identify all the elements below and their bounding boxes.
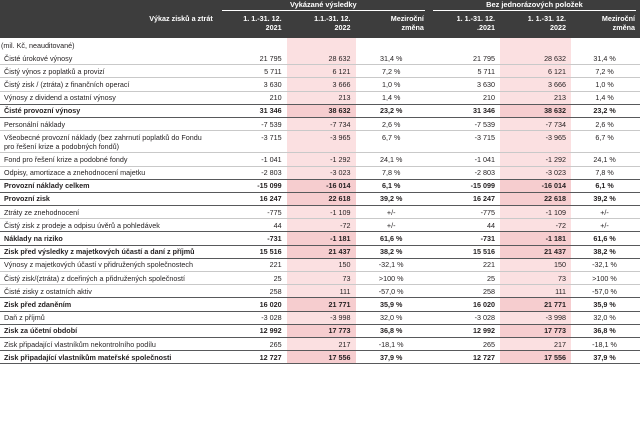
cell-reported-change: 31,4 % <box>379 53 403 63</box>
group-header-spacer <box>0 0 218 12</box>
cell-adjusted-2022: -16 014 <box>500 179 571 192</box>
cell-adjusted-2022: -1 181 <box>500 232 571 245</box>
cell-reported-2021: 15 516 <box>218 245 287 258</box>
cell-reported-2021: 25 <box>218 272 287 285</box>
cell-adjusted-change: 7,8 % <box>571 166 640 179</box>
cell-adjusted-2022: -72 <box>500 219 571 232</box>
row-label: Čisté provozní výnosy <box>0 104 218 117</box>
col-head-line1: 1.1.-31. 12. <box>314 14 351 23</box>
row-label: Zisk za účetní období <box>0 324 218 337</box>
row-label: Zisk před zdaněním <box>0 298 218 311</box>
cell-reported-change: 38,2 % <box>356 245 429 258</box>
row-label: Čistý zisk / (ztráta) z finančních operací <box>0 78 218 91</box>
cell-reported-2021: 258 <box>218 285 287 298</box>
cell-reported-2022: 38 632 <box>287 104 356 117</box>
column-header-reported-2022 <box>287 12 356 38</box>
cell-adjusted-change: -18,1 % <box>592 339 617 349</box>
units-spacer-3 <box>356 38 429 52</box>
col-head-line1: 1. 1.-31. 12. <box>527 14 567 23</box>
col-head-line2: 2022 <box>334 22 351 32</box>
cell-reported-change: 24,1 % <box>356 153 429 166</box>
table-row <box>0 285 640 298</box>
table-row <box>0 166 640 179</box>
cell-adjusted-2021: -731 <box>429 232 500 245</box>
table-row <box>0 117 640 130</box>
cell-reported-change: 2,6 % <box>381 119 401 129</box>
cell-adjusted-2021: 265 <box>482 339 495 349</box>
table-row <box>0 324 640 337</box>
units-spacer-5 <box>500 38 571 52</box>
cell-reported-change: 6,7 % <box>356 131 429 153</box>
table-header <box>0 0 640 52</box>
cell-adjusted-2022: 217 <box>500 337 571 350</box>
cell-adjusted-2021: 12 727 <box>429 351 500 364</box>
cell-adjusted-change: 31,4 % <box>593 53 616 63</box>
units-spacer-1 <box>218 38 287 52</box>
row-label: Výnosy z majetkových účastí v přidružených společnostech <box>4 260 193 270</box>
row-label: Čisté úrokové výnosy <box>4 53 73 63</box>
row-label: Odpisy, amortizace a znehodnocení majetku <box>0 166 218 179</box>
cell-adjusted-change: 38,2 % <box>571 245 640 258</box>
cell-adjusted-2022: 17 556 <box>500 351 571 364</box>
cell-adjusted-2021: -3 715 <box>429 131 500 153</box>
cell-adjusted-2022: -1 292 <box>500 153 571 166</box>
cell-reported-2021: 12 992 <box>218 324 287 337</box>
group-header-adjusted <box>429 0 640 12</box>
cell-reported-2022: -16 014 <box>287 179 356 192</box>
cell-adjusted-2022: 38 632 <box>500 104 571 117</box>
table-row <box>0 337 640 350</box>
table-row <box>0 351 640 364</box>
table-row <box>0 131 640 153</box>
units-spacer-6 <box>571 38 640 52</box>
group-header-reported-label: Vykázané výsledky <box>222 0 425 11</box>
row-label: Čistý výnos z poplatků a provizí <box>0 65 218 78</box>
cell-adjusted-2021: 15 516 <box>429 245 500 258</box>
row-label: Personální náklady <box>4 119 66 129</box>
cell-reported-2021: -3 715 <box>218 131 287 153</box>
row-label: Výnosy z dividend a ostatní výnosy <box>0 91 218 104</box>
cell-reported-2022: 213 <box>287 91 356 104</box>
cell-adjusted-change: 36,8 % <box>571 324 640 337</box>
column-header-row <box>0 12 640 38</box>
table-row <box>0 153 640 166</box>
cell-reported-2022: 28 632 <box>287 52 356 65</box>
cell-adjusted-2021: 258 <box>429 285 500 298</box>
cell-reported-2022: 17 773 <box>287 324 356 337</box>
cell-reported-2022: 111 <box>287 285 356 298</box>
cell-adjusted-change: 32,0 % <box>593 313 616 323</box>
table-row <box>0 245 640 258</box>
cell-adjusted-2022: 21 437 <box>500 245 571 258</box>
cell-adjusted-2022: -1 109 <box>500 206 571 219</box>
col-head-line1: 1. 1.-31. 12. <box>243 14 282 23</box>
table-row <box>0 206 640 219</box>
row-label: Čisté zisky z ostatních aktiv <box>0 285 218 298</box>
cell-adjusted-change: 61,6 % <box>571 232 640 245</box>
cell-adjusted-2021: 16 247 <box>429 192 500 205</box>
cell-adjusted-2021: 25 <box>429 272 500 285</box>
table-row <box>0 219 640 232</box>
cell-reported-change: +/- <box>386 207 396 217</box>
cell-adjusted-2021: -775 <box>480 207 495 217</box>
col-head-line2: 2021 <box>265 22 282 32</box>
cell-reported-2021: -7 539 <box>261 119 282 129</box>
table-row <box>0 179 640 192</box>
cell-adjusted-2021: 12 992 <box>429 324 500 337</box>
row-label: Provozní náklady celkem <box>0 179 218 192</box>
cell-adjusted-2022: 150 <box>500 258 571 271</box>
cell-reported-2022: -3 998 <box>287 311 356 324</box>
cell-adjusted-change: 37,9 % <box>571 351 640 364</box>
cell-reported-2022: -72 <box>287 219 356 232</box>
table-row <box>0 91 640 104</box>
cell-adjusted-change: 6,7 % <box>571 131 640 153</box>
table-row <box>0 298 640 311</box>
cell-reported-change: 23,2 % <box>356 104 429 117</box>
cell-adjusted-change: 39,2 % <box>571 192 640 205</box>
cell-reported-2022: -3 965 <box>287 131 356 153</box>
cell-adjusted-change: +/- <box>600 207 609 217</box>
cell-reported-2021: 221 <box>269 260 282 270</box>
cell-adjusted-change: 2,6 % <box>595 119 614 129</box>
table-row <box>0 52 640 65</box>
cell-reported-2022: 217 <box>287 337 356 350</box>
row-label: Zisk před výsledky z majetkových účastí a daní z příjmů <box>0 245 218 258</box>
cell-reported-2021: 210 <box>218 91 287 104</box>
cell-adjusted-2021: 3 630 <box>429 78 500 91</box>
cell-adjusted-2022: 3 666 <box>500 78 571 91</box>
col-head-line1: Meziroční <box>601 14 635 23</box>
cell-adjusted-2021: 5 711 <box>429 65 500 78</box>
cell-reported-2022: 73 <box>287 272 356 285</box>
cell-reported-2021: 31 346 <box>218 104 287 117</box>
cell-reported-2022: 21 437 <box>287 245 356 258</box>
table-row <box>0 65 640 78</box>
cell-reported-change: 7,2 % <box>356 65 429 78</box>
cell-reported-change: 61,6 % <box>356 232 429 245</box>
cell-reported-2021: -15 099 <box>218 179 287 192</box>
cell-reported-2022: -7 734 <box>287 117 356 130</box>
cell-reported-2022: -3 023 <box>287 166 356 179</box>
cell-reported-2021: 5 711 <box>218 65 287 78</box>
column-header-reported-change <box>356 12 429 38</box>
cell-adjusted-change: 6,1 % <box>571 179 640 192</box>
cell-adjusted-2022: 28 632 <box>500 52 571 65</box>
cell-adjusted-change: -57,0 % <box>571 285 640 298</box>
cell-reported-change: 39,2 % <box>356 192 429 205</box>
group-header-reported <box>218 0 429 12</box>
table-row <box>0 232 640 245</box>
cell-reported-2021: -775 <box>267 207 282 217</box>
cell-reported-2021: 3 630 <box>218 78 287 91</box>
cell-reported-change: 35,9 % <box>356 298 429 311</box>
column-header-reported-2021 <box>218 12 287 38</box>
cell-reported-2022: 21 771 <box>287 298 356 311</box>
table-body <box>0 52 640 364</box>
column-header-adjusted-2021 <box>429 12 500 38</box>
cell-adjusted-change: 7,2 % <box>571 65 640 78</box>
row-label: Zisk připadající vlastníkům mateřské společnosti <box>0 351 218 364</box>
table-row <box>0 192 640 205</box>
cell-adjusted-change: 24,1 % <box>571 153 640 166</box>
cell-reported-change: -32,1 % <box>378 260 404 270</box>
cell-reported-2022: -1 292 <box>287 153 356 166</box>
cell-adjusted-2022: 73 <box>500 272 571 285</box>
cell-adjusted-2022: -3 023 <box>500 166 571 179</box>
cell-reported-change: -18,1 % <box>378 339 404 349</box>
cell-reported-2021: 16 247 <box>218 192 287 205</box>
cell-adjusted-2022: 213 <box>500 91 571 104</box>
col-head-line2: 2022 <box>550 22 567 32</box>
cell-adjusted-2021: 221 <box>482 260 495 270</box>
cell-reported-2022: 6 121 <box>287 65 356 78</box>
cell-adjusted-2022: -3 965 <box>500 131 571 153</box>
cell-reported-2022: -1 181 <box>287 232 356 245</box>
cell-adjusted-change: 35,9 % <box>571 298 640 311</box>
units-label: (mil. Kč, neauditované) <box>1 40 75 50</box>
cell-adjusted-2021: 21 795 <box>472 53 495 63</box>
cell-adjusted-2021: -1 041 <box>429 153 500 166</box>
cell-reported-2021: -3 028 <box>261 313 282 323</box>
table-row <box>0 104 640 117</box>
cell-adjusted-change: >100 % <box>571 272 640 285</box>
col-head-line2: změna <box>612 22 635 32</box>
col-head-line1: Meziroční <box>390 14 424 23</box>
row-label: Provozní zisk <box>0 192 218 205</box>
cell-reported-2021: 44 <box>218 219 287 232</box>
cell-adjusted-change: 23,2 % <box>571 104 640 117</box>
table-row <box>0 258 640 271</box>
row-label: Zisk připadající vlastníkům nekontrolního podílu <box>4 339 156 349</box>
cell-reported-2022: 17 556 <box>287 351 356 364</box>
row-label: Daň z příjmů <box>4 313 45 323</box>
cell-reported-2022: -1 109 <box>287 206 356 219</box>
column-header-adjusted-2022 <box>500 12 571 38</box>
cell-reported-2021: 265 <box>269 339 282 349</box>
cell-reported-change: >100 % <box>356 272 429 285</box>
cell-adjusted-2022: -7 734 <box>500 117 571 130</box>
cell-reported-change: 1,0 % <box>356 78 429 91</box>
row-label: Fond pro řešení krize a podobné fondy <box>0 153 218 166</box>
cell-reported-2022: 22 618 <box>287 192 356 205</box>
cell-reported-2021: -2 803 <box>218 166 287 179</box>
cell-adjusted-2022: 17 773 <box>500 324 571 337</box>
cell-reported-2021: -1 041 <box>218 153 287 166</box>
col-head-line1: 1. 1.-31. 12. <box>456 14 495 23</box>
row-label: Čistý zisk z prodeje a odpisu úvěrů a pohledávek <box>0 219 218 232</box>
table-row <box>0 311 640 324</box>
cell-reported-2021: -731 <box>218 232 287 245</box>
cell-reported-change: 7,8 % <box>356 166 429 179</box>
cell-adjusted-change: 1,0 % <box>571 78 640 91</box>
cell-reported-change: 36,8 % <box>356 324 429 337</box>
cell-reported-2021: 16 020 <box>218 298 287 311</box>
cell-reported-change: 1,4 % <box>356 91 429 104</box>
cell-adjusted-change: 1,4 % <box>571 91 640 104</box>
row-label: Čistý zisk/(ztráta) z dceřiných a přidružených společností <box>0 272 218 285</box>
stub-title: Výkaz zisků a ztrát <box>0 12 218 38</box>
row-label: Ztráty ze znehodnocení <box>4 207 80 217</box>
cell-reported-change: +/- <box>356 219 429 232</box>
row-label: Náklady na riziko <box>0 232 218 245</box>
cell-adjusted-2022: 22 618 <box>500 192 571 205</box>
cell-adjusted-2022: -3 998 <box>500 311 571 324</box>
units-spacer-2 <box>287 38 356 52</box>
cell-adjusted-2021: 31 346 <box>429 104 500 117</box>
cell-reported-change: 6,1 % <box>356 179 429 192</box>
cell-reported-2021: 21 795 <box>259 53 282 63</box>
cell-reported-2022: 150 <box>287 258 356 271</box>
cell-adjusted-2021: 16 020 <box>429 298 500 311</box>
col-head-line2: .2021 <box>476 22 495 32</box>
cell-reported-change: 32,0 % <box>379 313 403 323</box>
cell-adjusted-change: +/- <box>571 219 640 232</box>
column-header-adjusted-change <box>571 12 640 38</box>
cell-adjusted-2021: -15 099 <box>429 179 500 192</box>
cell-adjusted-2021: -7 539 <box>474 119 495 129</box>
cell-adjusted-2021: -3 028 <box>474 313 495 323</box>
table-row <box>0 272 640 285</box>
group-header-adjusted-label: Bez jednorázových položek <box>433 0 636 11</box>
cell-adjusted-2022: 6 121 <box>500 65 571 78</box>
cell-adjusted-change: -32,1 % <box>592 260 617 270</box>
table-row <box>0 78 640 91</box>
cell-adjusted-2021: 210 <box>429 91 500 104</box>
group-header-row <box>0 0 640 12</box>
cell-reported-2021: 12 727 <box>218 351 287 364</box>
cell-reported-2022: 3 666 <box>287 78 356 91</box>
cell-adjusted-2022: 21 771 <box>500 298 571 311</box>
cell-reported-change: -57,0 % <box>356 285 429 298</box>
units-spacer-4 <box>429 38 500 52</box>
cell-reported-change: 37,9 % <box>356 351 429 364</box>
units-row <box>0 38 640 52</box>
cell-adjusted-2021: 44 <box>429 219 500 232</box>
row-label: Všeobecné provozní náklady (bez zahrnutí poplatků do Fondu pro řešení krize a podobných fondů) <box>0 131 218 153</box>
cell-adjusted-2021: -2 803 <box>429 166 500 179</box>
col-head-line2: změna <box>401 22 424 32</box>
cell-adjusted-2022: 111 <box>500 285 571 298</box>
